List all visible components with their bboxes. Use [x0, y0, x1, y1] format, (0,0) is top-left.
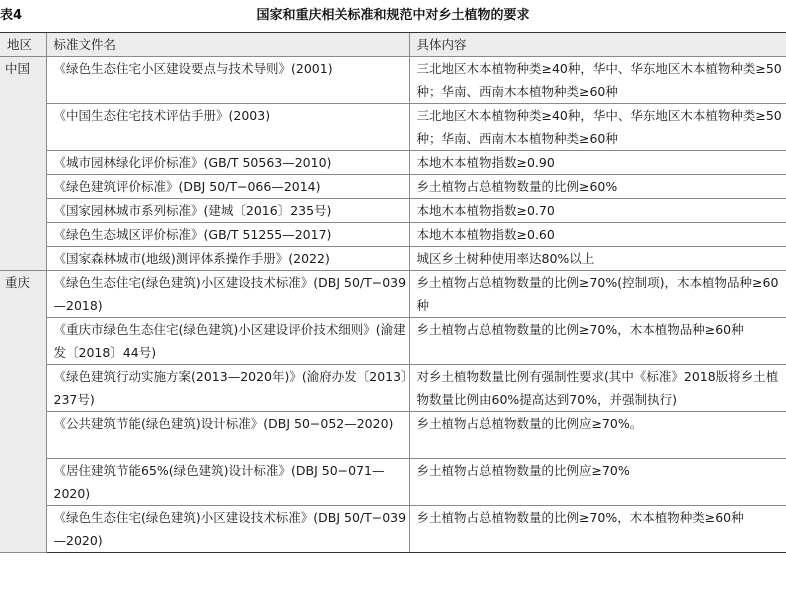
standard-name-cell: 《绿色建筑行动实施方案(2013—2020年)》(渝府办发〔2013〕237号): [46, 365, 409, 412]
table-title: 国家和重庆相关标准和规范中对乡土植物的要求: [256, 8, 530, 23]
content-cell: 城区乡土树种使用率达80%以上: [409, 247, 786, 271]
content-cell: 三北地区木本植物种类≥40种，华中、华东地区木本植物种类≥50种；华南、西南木本植物种类≥60种: [409, 104, 786, 151]
standard-name-cell: 《城市园林绿化评价标准》(GB/T 50563—2010): [46, 151, 409, 175]
table-row: [0, 151, 786, 175]
standard-name-cell: 《重庆市绿色生态住宅(绿色建筑)小区建设评价技术细则》(渝建发〔2018〕44号): [46, 318, 409, 365]
standard-name-cell: 《绿色生态城区评价标准》(GB/T 51255—2017): [46, 223, 409, 247]
content-cell: 乡土植物占总植物数量的比例≥60%: [409, 175, 786, 199]
header-standard-name: 标准文件名: [46, 33, 409, 57]
table-number: 表4: [0, 8, 23, 23]
content-cell: 乡土植物占总植物数量的比例≥70%，木本植物种类≥60种: [409, 506, 786, 553]
table-row: [0, 104, 786, 151]
table-row: [0, 175, 786, 199]
content-cell: 乡土植物占总植物数量的比例应≥70%。: [409, 412, 786, 459]
standard-name-cell: 《居住建筑节能65%(绿色建筑)设计标准》(DBJ 50−071—2020): [46, 459, 409, 506]
standard-name-cell: 《国家园林城市系列标准》(建城〔2016〕235号): [46, 199, 409, 223]
standard-name-cell: 《国家森林城市(地级)测评体系操作手册》(2022): [46, 247, 409, 271]
table-frame: [0, 32, 786, 553]
header-region: 地区: [0, 33, 46, 57]
table-row: [0, 247, 786, 271]
table-row: [0, 459, 786, 506]
content-cell: 三北地区木本植物种类≥40种，华中、华东地区木本植物种类≥50种；华南、西南木本植物种类≥60种: [409, 57, 786, 104]
region-cell-chongqing: 重庆: [0, 271, 46, 553]
content-cell: 对乡土植物数量比例有强制性要求(其中《标准》2018版将乡土植物数量比例由60%提高达到70%，并强制执行): [409, 365, 786, 412]
table-row: [0, 199, 786, 223]
standard-name-cell: 《绿色生态住宅(绿色建筑)小区建设技术标准》(DBJ 50/T−039—2018): [46, 271, 409, 318]
standard-name-cell: 《公共建筑节能(绿色建筑)设计标准》(DBJ 50−052—2020): [46, 412, 409, 459]
table-row: [0, 57, 786, 104]
content-cell: 本地木本植物指数≥0.90: [409, 151, 786, 175]
table-row: [0, 365, 786, 412]
content-cell: 乡土植物占总植物数量的比例≥70%(控制项)，木本植物品种≥60种: [409, 271, 786, 318]
content-cell: 乡土植物占总植物数量的比例≥70%，木本植物品种≥60种: [409, 318, 786, 365]
table-row: [0, 412, 786, 459]
standard-name-cell: 《绿色生态住宅(绿色建筑)小区建设技术标准》(DBJ 50/T−039—2020): [46, 506, 409, 553]
content-cell: 乡土植物占总植物数量的比例应≥70%: [409, 459, 786, 506]
header-content: 具体内容: [409, 33, 786, 57]
content-cell: 本地木本植物指数≥0.60: [409, 223, 786, 247]
table-caption: [0, 0, 786, 33]
table-row: [0, 506, 786, 553]
standard-name-cell: 《绿色生态住宅小区建设要点与技术导则》(2001): [46, 57, 409, 104]
table-header-row: [0, 33, 786, 57]
table-row: [0, 223, 786, 247]
standard-name-cell: 《绿色建筑评价标准》(DBJ 50/T−066—2014): [46, 175, 409, 199]
content-cell: 本地木本植物指数≥0.70: [409, 199, 786, 223]
standard-name-cell: 《中国生态住宅技术评估手册》(2003): [46, 104, 409, 151]
region-cell-china: 中国: [0, 57, 46, 271]
table-row: [0, 271, 786, 318]
table-row: [0, 318, 786, 365]
requirements-table: [0, 33, 786, 553]
